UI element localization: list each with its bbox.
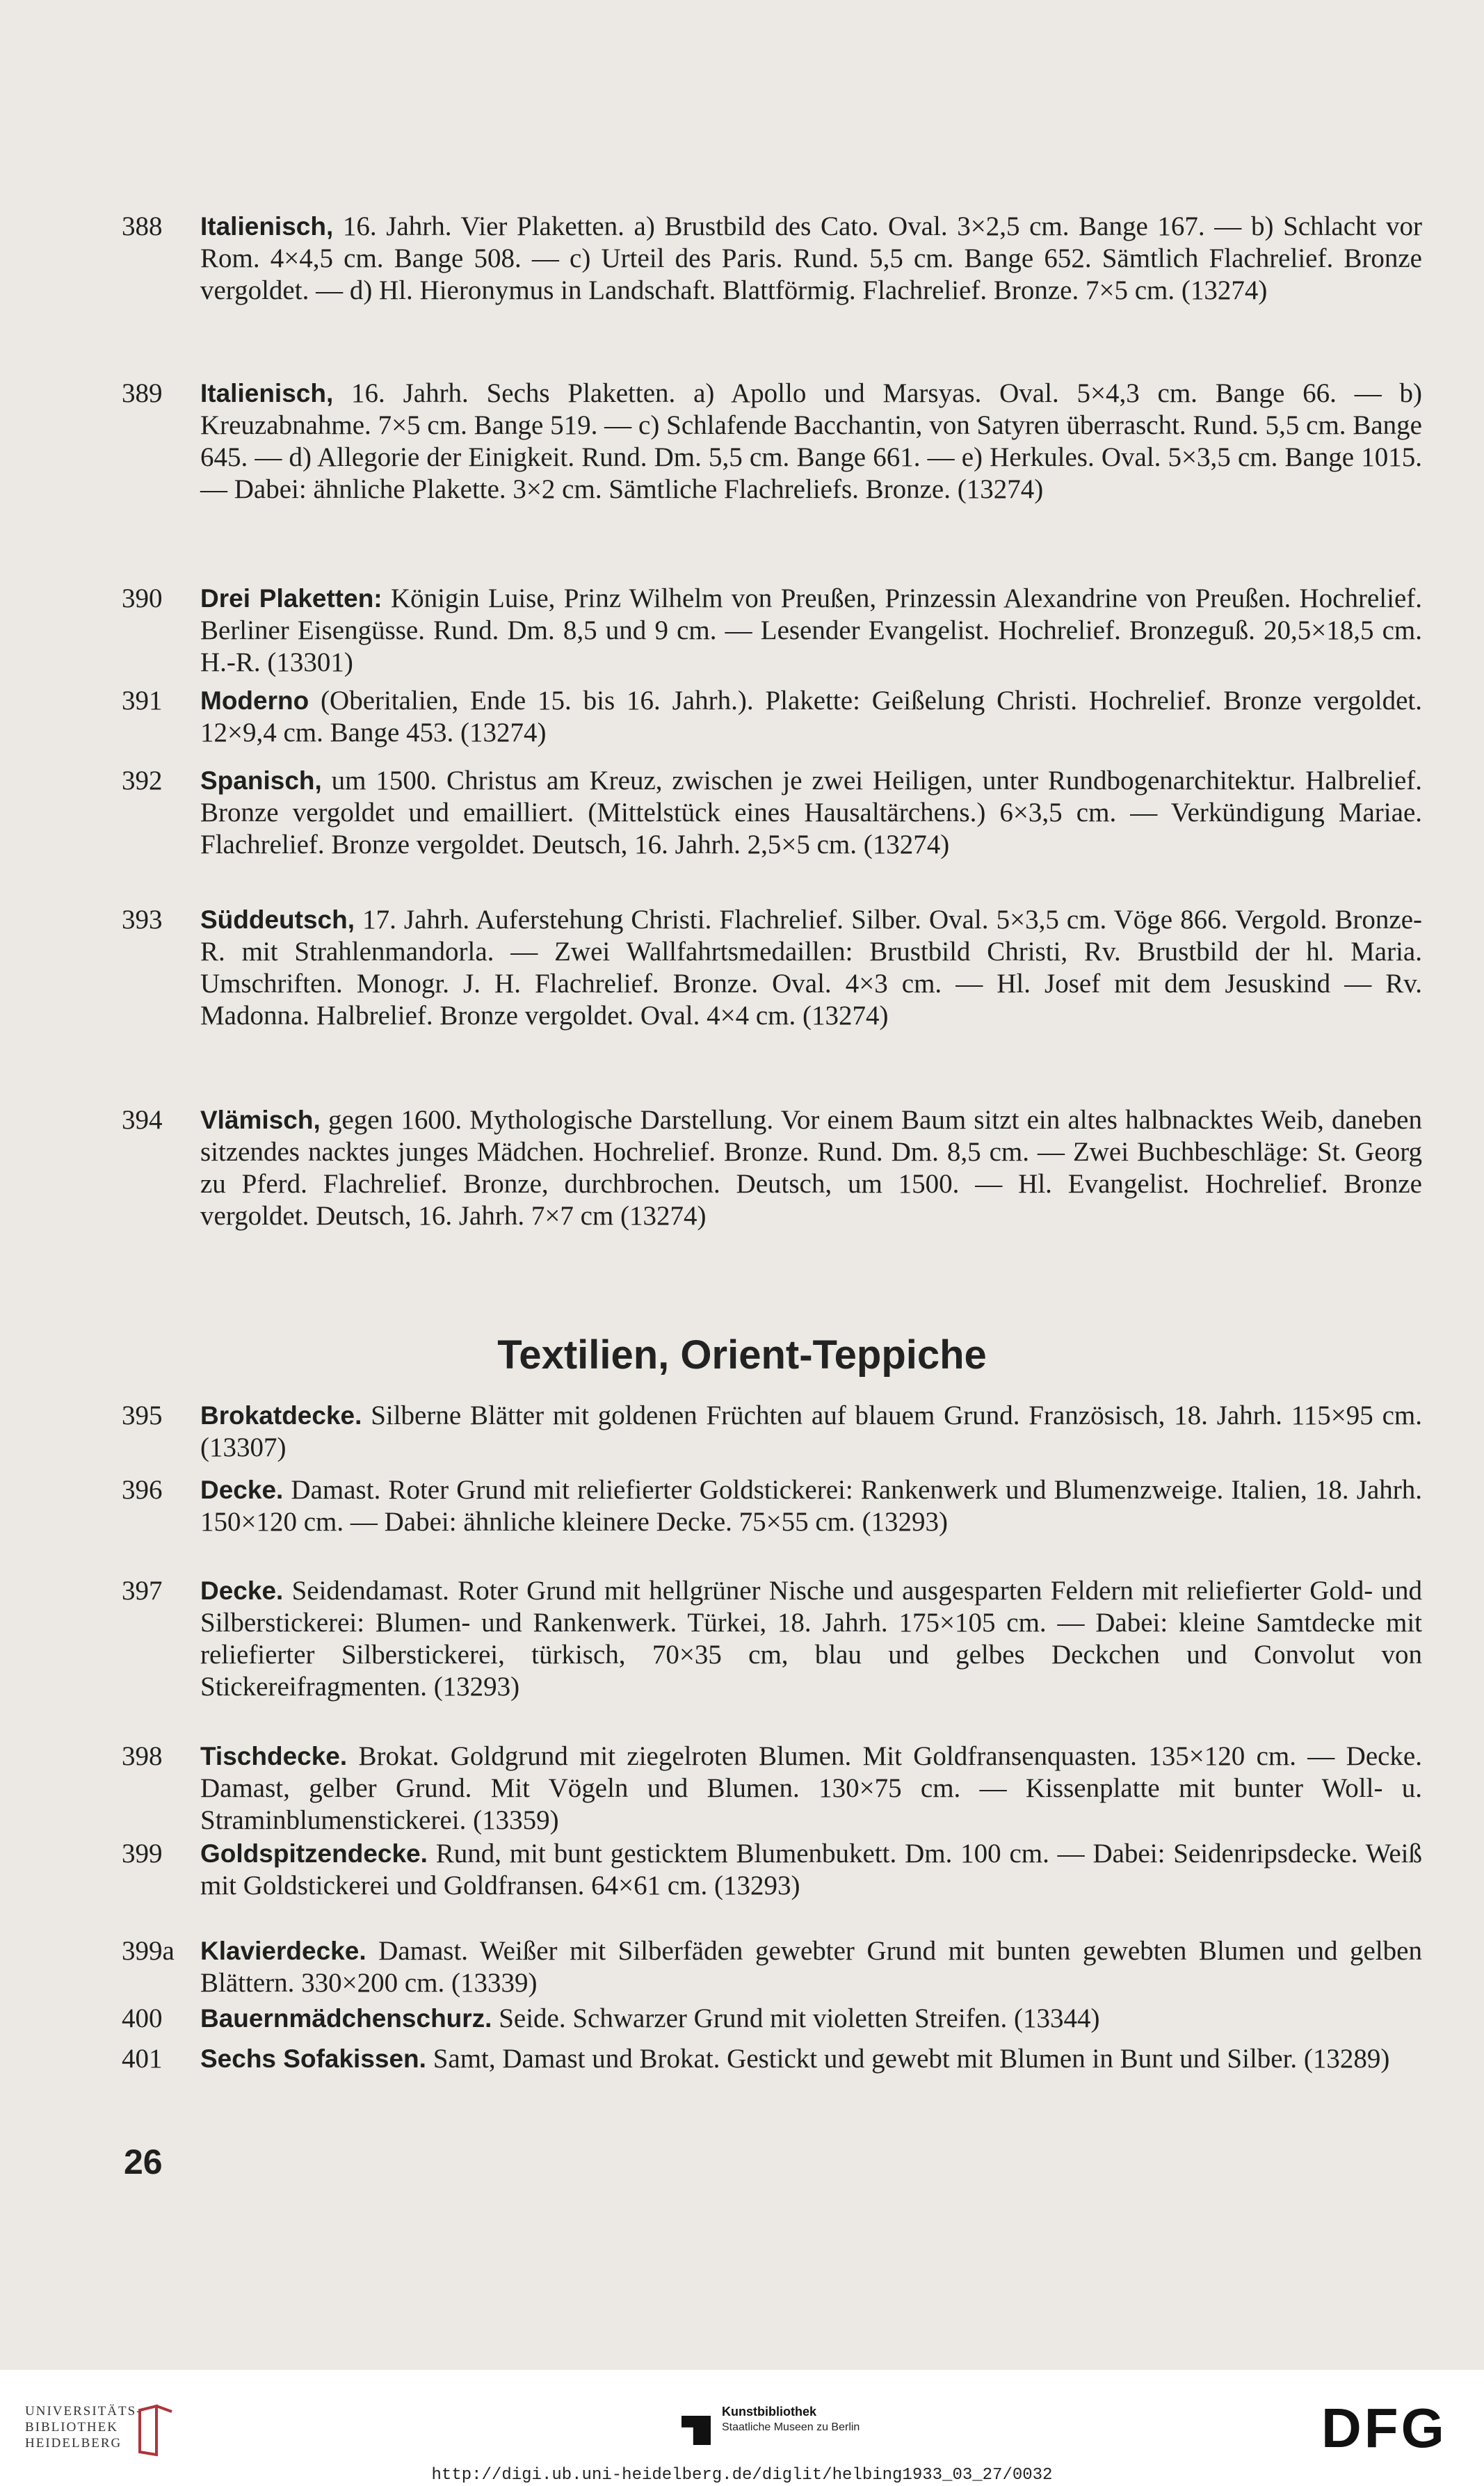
section-heading: Textilien, Orient-Teppiche bbox=[497, 1332, 987, 1378]
lot-text: Seidendamast. Roter Grund mit hellgrüner Nische und ausgesparten Feldern mit reliefierter Gold- und Silberstickerei: Blumen- und Rankenwerk. Türkei, 18. Jahrh. 175×105 cm. — Dabei: kleine Samtdecke mit reliefierter Silberstickerei, türkisch, 70×35 cm, blau und gelbes Deckchen und Convolut von Stickereifragmenten. (13293) bbox=[200, 1576, 1422, 1702]
lot-lead: Vlämisch, bbox=[200, 1106, 321, 1134]
lot-number: 388 bbox=[122, 211, 163, 241]
uni-logo-line: HEIDELBERG bbox=[25, 2436, 122, 2451]
lot-lead: Spanisch, bbox=[200, 766, 322, 795]
lot-text: Brokat. Goldgrund mit ziegelroten Blumen. Mit Goldfransenquasten. 135×120 cm. — Decke. Damast, gelber Grund. Mit Vögeln und Blumen. 130×75 cm. — Kissenplatte mit bunter Woll- u. Straminblumenstickerei. (13359) bbox=[200, 1741, 1422, 1835]
lot-number: 401 bbox=[122, 2044, 163, 2074]
lot-text: um 1500. Christus am Kreuz, zwischen je zwei Heiligen, unter Rundbogenarchitektur. Halbrelief. Bronze vergoldet und emailliert. (Mittelstück eines Hausaltärchens.) 6×3,5 cm. — Verkündigung Mariae. Flachrelief. Bronze vergoldet. Deutsch, 16. Jahrh. 2,5×5 cm. (13274) bbox=[200, 766, 1422, 859]
lot-number: 393 bbox=[122, 905, 163, 935]
lot-text: Damast. Weißer mit Silberfäden gewebter Grund mit bunten gewebten Blumen und gelben Blättern. 330×200 cm. (13339) bbox=[200, 1936, 1422, 1998]
page-number: 26 bbox=[124, 2142, 163, 2181]
lot-text: 16. Jahrh. Vier Plaketten. a) Brustbild des Cato. Oval. 3×2,5 cm. Bange 167. — b) Schlacht vor Rom. 4×4,5 cm. Bange 508. — c) Urteil des Paris. Rund. 5,5 cm. Bange 652. Sämtlich Flachrelief. Bronze vergoldet. — d) Hl. Hieronymus in Landschaft. Blattförmig. Flachrelief. Bronze. 7×5 cm. (13274) bbox=[200, 211, 1422, 305]
kb-subtitle: Staatliche Museen zu Berlin bbox=[722, 2421, 860, 2433]
kunstbibliothek-icon bbox=[681, 2416, 711, 2445]
lot-number: 392 bbox=[122, 766, 163, 796]
lot-text: gegen 1600. Mythologische Darstellung. Vor einem Baum sitzt ein altes halbnacktes Weib, daneben sitzendes nacktes junges Mädchen. Hochrelief. Bronze. Rund. Dm. 8,5 cm. — Zwei Buchbeschläge: St. Georg zu Pferd. Flachrelief. Bronze, durchbrochen. Deutsch, um 1500. — Hl. Evangelist. Hochrelief. Bronze vergoldet. Deutsch, 16. Jahrh. 7×7 cm (13274) bbox=[200, 1105, 1422, 1231]
lot-text: Königin Luise, Prinz Wilhelm von Preußen, Prinzessin Alexandrine von Preußen. Hochrelief. Berliner Eisengüsse. Rund. Dm. 8,5 und 9 cm. — Lesender Evangelist. Hochrelief. Bronzeguß. 20,5×18,5 cm. H.-R. (13301) bbox=[200, 583, 1422, 677]
lot-text: Silberne Blätter mit goldenen Früchten auf blauem Grund. Französisch, 18. Jahrh. 115×95 cm. (13307) bbox=[200, 1401, 1422, 1462]
lot-text: Damast. Roter Grund mit reliefierter Goldstickerei: Rankenwerk und Blumenzweige. Italien, 18. Jahrh. 150×120 cm. — Dabei: ähnliche kleinere Decke. 75×55 cm. (13293) bbox=[200, 1475, 1422, 1537]
lot-text: Samt, Damast und Brokat. Gestickt und gewebt mit Blumen in Bunt und Silber. (13289) bbox=[426, 2044, 1390, 2074]
lot-number: 398 bbox=[122, 1741, 163, 1771]
lot-number: 390 bbox=[122, 583, 163, 613]
lot-lead: Italienisch, bbox=[200, 379, 334, 407]
lot-number: 389 bbox=[122, 378, 163, 408]
lot-lead: Decke. bbox=[200, 1576, 284, 1605]
footer-bar bbox=[0, 2370, 1484, 2486]
lot-text: (Oberitalien, Ende 15. bis 16. Jahrh.). Plakette: Geißelung Christi. Hochrelief. Bronze vergoldet. 12×9,4 cm. Bange 453. (13274) bbox=[200, 686, 1422, 748]
university-library-logo[interactable] bbox=[25, 2403, 143, 2451]
lot-number: 399 bbox=[122, 1839, 163, 1868]
lot-lead: Decke. bbox=[200, 1476, 284, 1504]
lot-number: 400 bbox=[122, 2003, 163, 2033]
lot-lead: Moderno bbox=[200, 686, 309, 715]
lot-number: 391 bbox=[122, 686, 163, 716]
lot-text: 17. Jahrh. Auferstehung Christi. Flachrelief. Silber. Oval. 5×3,5 cm. Vöge 866. Vergold. Bronze-R. mit Strahlenmandorla. — Zwei Wallfahrtsmedaillen: Brustbild Christi, Rv. Brustbild der hl. Maria. Umschriften. Monogr. J. H. Flachrelief. Bronze. Oval. 4×3 cm. — Hl. Josef mit dem Jesuskind — Rv. Madonna. Halbrelief. Bronze vergoldet. Oval. 4×4 cm. (13274) bbox=[200, 905, 1422, 1031]
lot-lead: Drei Plaketten: bbox=[200, 584, 382, 613]
lot-lead: Goldspitzendecke. bbox=[200, 1839, 428, 1868]
lot-text: Rund, mit bunt gesticktem Blumenbukett. Dm. 100 cm. — Dabei: Seidenripsdecke. Weiß mit Goldstickerei und Goldfransen. 64×61 cm. (13293) bbox=[200, 1839, 1422, 1900]
lot-text: Seide. Schwarzer Grund mit violetten Streifen. (13344) bbox=[492, 2003, 1100, 2033]
kb-title: Kunstbibliothek bbox=[722, 2405, 816, 2419]
dfg-logo[interactable]: DFG bbox=[1321, 2397, 1447, 2459]
university-mark-icon bbox=[136, 2403, 175, 2459]
lot-lead: Italienisch, bbox=[200, 212, 334, 241]
lot-text: 16. Jahrh. Sechs Plaketten. a) Apollo und Marsyas. Oval. 5×4,3 cm. Bange 66. — b) Kreuzabnahme. 7×5 cm. Bange 519. — c) Schlafende Bacchantin, von Satyren überrascht. Rund. 5,5 cm. Bange 645. — d) Allegorie der Einigkeit. Rund. Dm. 5,5 cm. Bange 661. — e) Herkules. Oval. 5×3,5 cm. Bange 1015. — Dabei: ähnliche Plakette. 3×2 cm. Sämtliche Flachreliefs. Bronze. (13274) bbox=[200, 378, 1422, 504]
lot-lead: Brokatdecke. bbox=[200, 1401, 362, 1430]
lot-lead: Klavierdecke. bbox=[200, 1937, 366, 1965]
lot-lead: Bauernmädchenschurz. bbox=[200, 2004, 492, 2033]
lot-number: 396 bbox=[122, 1475, 163, 1505]
lot-lead: Süddeutsch, bbox=[200, 905, 355, 934]
lot-number: 399a bbox=[122, 1936, 175, 1966]
lot-number: 395 bbox=[122, 1401, 163, 1430]
uni-logo-line: UNIVERSITÄTS- bbox=[25, 2404, 143, 2419]
lot-lead: Sechs Sofakissen. bbox=[200, 2044, 426, 2073]
uni-logo-line: BIBLIOTHEK bbox=[25, 2420, 118, 2435]
lot-lead: Tischdecke. bbox=[200, 1742, 348, 1770]
lot-number: 397 bbox=[122, 1576, 163, 1606]
lot-number: 394 bbox=[122, 1105, 163, 1135]
source-url-link[interactable]: http://digi.ub.uni-heidelberg.de/diglit/helbing1933_03_27/0032 bbox=[431, 2466, 1053, 2485]
